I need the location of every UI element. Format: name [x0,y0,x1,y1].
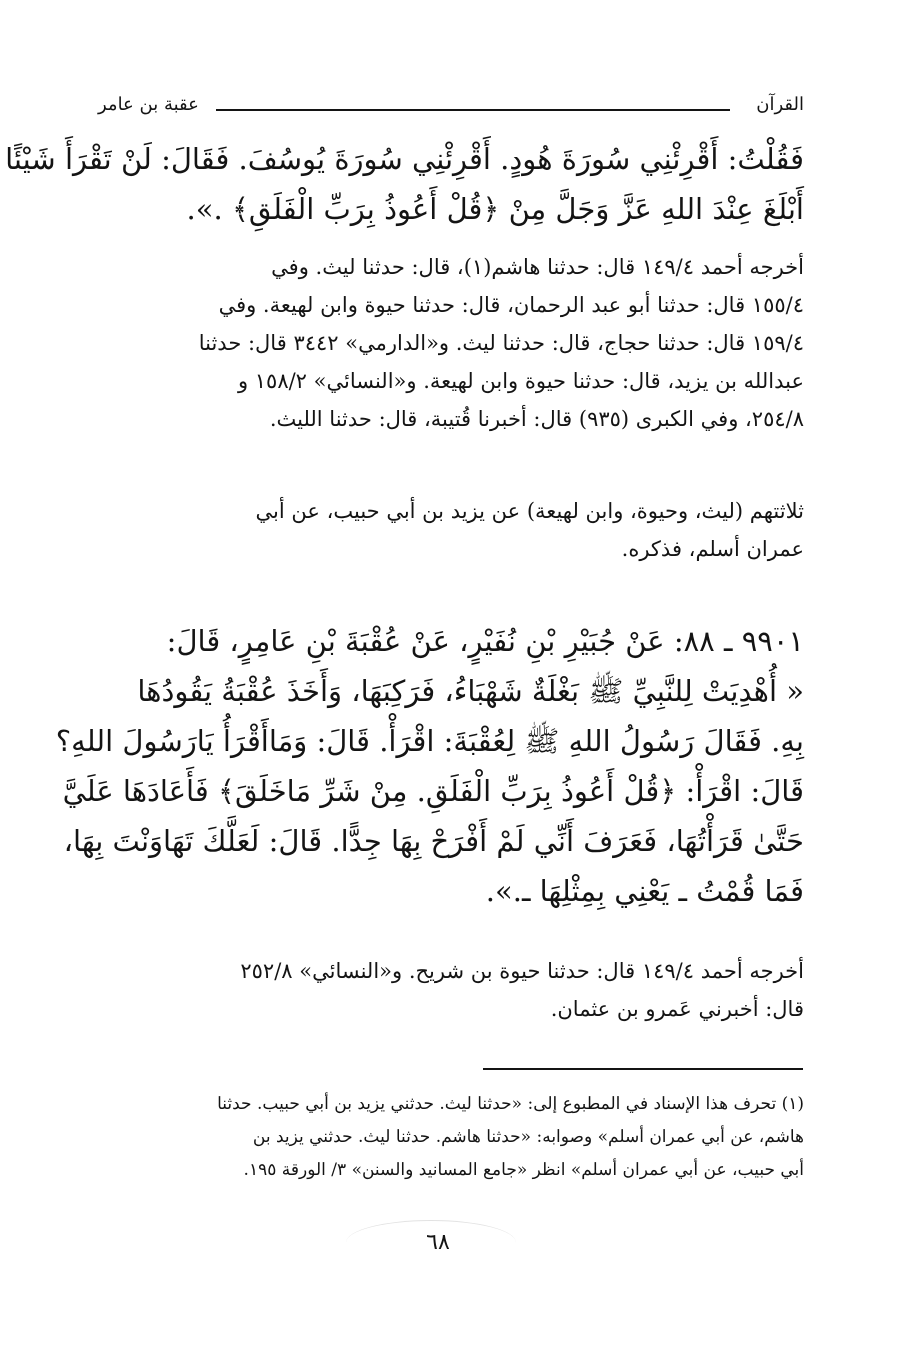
takhrij-line: عبدالله بن يزيد، قال: حدثنا حيوة وابن لهيعة. و«النسائي» ١٥٨/٢ و [237,369,804,393]
hadith-line: بِهِ. فَقَالَ رَسُولُ اللهِ ﷺ لِعُقْبَةَ: اقْرَأْ. قَالَ: وَمَاأَقْرَأُ يَارَسُولَ اللهِ؟ [55,724,804,758]
page-number: ٦٨ [426,1230,450,1255]
takhrij-line: أخرجه أحمد ١٤٩/٤ قال: حدثنا هاشم(١)، قال: حدثنا ليث. وفي [271,255,804,279]
hadith-line: فَقُلْتُ: أَقْرِئْنِي سُورَةَ هُودٍ. أَقْرِئْنِي سُورَةَ يُوسُفَ. فَقَالَ: لَنْ تَقْرَأَ شَيْئًا [5,142,804,176]
first-takhrij [98,248,804,438]
hadith-line: ٩٩٠١ ـ ٨٨: عَنْ جُبَيْرِ بْنِ نُفَيْرٍ، عَنْ عُقْبَةَ بْنِ عَامِرٍ، قَالَ: [166,624,804,658]
hadith-line: حَتَّىٰ قَرَأْتُهَا، فَعَرَفَ أَنِّي لَمْ أَفْرَحْ بِهَا جِدًّا. قَالَ: لَعَلَّكَ تَهَاوَنْتَ بِهَا، [63,824,804,858]
footnote-line: هاشم، عن أبي عمران أسلم» وصوابه: «حدثنا هاشم. حدثنا ليث. حدثني يزيد بن [252,1127,804,1147]
summary-line: ثلاثتهم (ليث، وحيوة، وابن لهيعة) عن يزيد بن أبي حبيب، عن أبي [255,499,804,523]
footnote [98,1088,804,1187]
hadith-line: أَبْلَغَ عِنْدَ اللهِ عَزَّ وَجَلَّ مِنْ ﴿قُلْ أَعُوذُ بِرَبِّ الْفَلَقِ﴾ .». [186,192,804,226]
hadith-line: « أُهْدِيَتْ لِلنَّبِيِّ ﷺ بَغْلَةٌ شَهْبَاءُ، فَرَكِبَهَا، وَأَخَذَ عُقْبَةُ يَقُودُهَا [137,674,804,708]
second-takhrij [98,952,804,1028]
takhrij-line: ١٥٩/٤ قال: حدثنا حجاج، قال: حدثنا ليث. و«الدارمي» ٣٤٤٢ قال: حدثنا [198,331,804,355]
summary-line: عمران أسلم، فذكره. [621,537,804,561]
takhrij-line: قال: أخبرني عَمرو بن عثمان. [550,997,804,1021]
hadith-line: قَالَ: اقْرَأْ: ﴿قُلْ أَعُوذُ بِرَبِّ الْفَلَقِ. مِنْ شَرِّ مَاخَلَقَ﴾ فَأَعَادَهَا عَلَيَّ [62,774,804,808]
second-hadith-text [55,616,804,916]
footnote-line: أبي حبيب، عن أبي عمران أسلم» انظر «جامع المسانيد والسنن» ٣/ الورقة ١٩٥. [243,1160,804,1180]
footnote-separator [483,1068,803,1070]
takhrij-line: ٢٥٤/٨، وفي الكبرى (٩٣٥) قال: أخبرنا قُتيبة، قال: حدثنا الليث. [269,407,804,431]
hadith-line: فَمَا قُمْتُ ـ يَعْنِي بِمِثْلِهَا ـ.». [485,874,804,908]
chapter-title: عقبة بن عامر [98,94,199,115]
first-summary [98,492,804,568]
book-title: القرآن [756,94,804,115]
header-rule [216,109,730,111]
footnote-line: (١) تحرف هذا الإسناد في المطبوع إلى: «حدثنا ليث. حدثني يزيد بن أبي حبيب. حدثنا [217,1094,804,1114]
first-hadith-text [5,134,804,234]
running-header [98,92,804,118]
takhrij-line: ١٥٥/٤ قال: حدثنا أبو عبد الرحمان، قال: حدثنا حيوة وابن لهيعة. وفي [218,293,804,317]
takhrij-line: أخرجه أحمد ١٤٩/٤ قال: حدثنا حيوة بن شريح. و«النسائي» ٢٥٢/٨ [240,959,804,983]
